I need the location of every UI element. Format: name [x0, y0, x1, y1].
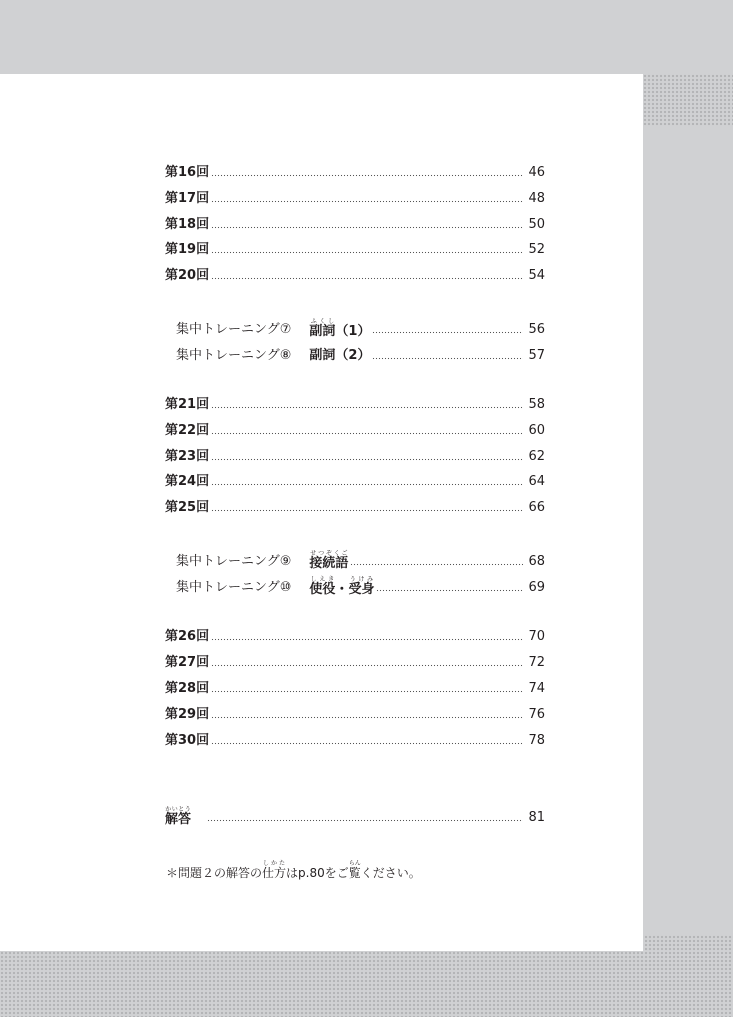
toc-label: 第17回 — [165, 191, 210, 206]
toc-label: 第24回 — [165, 474, 210, 489]
toc-row-training[interactable] — [176, 552, 545, 572]
toc-page-number: 76 — [528, 707, 545, 722]
toc-row[interactable] — [165, 189, 545, 209]
toc-page-number: 57 — [528, 348, 545, 363]
toc-label: 第28回 — [165, 681, 210, 696]
toc-row[interactable] — [165, 240, 545, 260]
toc-topic: 使役しえき・受身うけみ — [309, 576, 375, 597]
leader-dots — [211, 509, 523, 512]
toc-page-number: 69 — [528, 580, 545, 595]
toc-row[interactable] — [165, 627, 545, 647]
leader-dots — [211, 226, 523, 229]
toc-row-training[interactable] — [176, 320, 545, 340]
toc-label: 集中トレーニング⑩ — [176, 580, 292, 595]
leader-dots — [350, 563, 523, 566]
toc-label: 集中トレーニング⑨ — [176, 554, 292, 569]
toc-topic: 副詞ふくし（1） — [309, 318, 371, 339]
leader-dots — [211, 664, 523, 667]
toc-page-number: 81 — [528, 810, 545, 825]
leader-dots — [211, 251, 523, 254]
toc-row[interactable] — [165, 421, 545, 441]
leader-dots — [376, 589, 523, 592]
toc-page-number: 52 — [528, 242, 545, 257]
toc-topic: 接続語せつぞくご — [309, 550, 349, 571]
toc-row[interactable] — [165, 266, 545, 286]
leader-dots — [211, 277, 523, 280]
toc-page-number: 56 — [528, 322, 545, 337]
dot-pattern-right — [643, 74, 733, 126]
toc-label: 第26回 — [165, 629, 210, 644]
toc-page-number: 46 — [528, 165, 545, 180]
toc-label: 第25回 — [165, 500, 210, 515]
toc-row[interactable] — [165, 447, 545, 467]
toc-label: 集中トレーニング⑧ — [176, 348, 292, 363]
toc-page-number: 78 — [528, 733, 545, 748]
leader-dots — [211, 174, 523, 177]
leader-dots — [211, 742, 523, 745]
toc-row-answers[interactable] — [165, 808, 545, 828]
toc-page-number: 50 — [528, 217, 545, 232]
toc-topic: 副詞（2） — [309, 348, 371, 363]
toc-label: 第22回 — [165, 423, 210, 438]
toc-label: 第16回 — [165, 165, 210, 180]
toc-label: 集中トレーニング⑦ — [176, 322, 292, 337]
toc-row[interactable] — [165, 472, 545, 492]
toc-label: 第30回 — [165, 733, 210, 748]
toc-row-training[interactable] — [176, 578, 545, 598]
leader-dots — [211, 432, 523, 435]
toc-page-number: 66 — [528, 500, 545, 515]
leader-dots — [372, 357, 523, 360]
toc-page-number: 54 — [528, 268, 545, 283]
toc-page-number: 64 — [528, 474, 545, 489]
toc-page-number: 68 — [528, 554, 545, 569]
toc-row[interactable] — [165, 679, 545, 699]
toc-page-number: 74 — [528, 681, 545, 696]
toc-label: 第21回 — [165, 397, 210, 412]
leader-dots — [211, 638, 523, 641]
leader-dots — [211, 200, 523, 203]
toc-label: 第19回 — [165, 242, 210, 257]
leader-dots — [211, 483, 523, 486]
toc-page — [0, 74, 643, 951]
leader-dots — [372, 331, 523, 334]
toc-row[interactable] — [165, 653, 545, 673]
toc-label: 第23回 — [165, 449, 210, 464]
toc-label: 第18回 — [165, 217, 210, 232]
toc-page-number: 48 — [528, 191, 545, 206]
footnote: ＊問題２の解答の仕方しかたはp.80をご覧らんください。 — [166, 860, 421, 880]
toc-row[interactable] — [165, 163, 545, 183]
toc-row-training[interactable] — [176, 346, 545, 366]
leader-dots — [211, 690, 523, 693]
toc-label: 第20回 — [165, 268, 210, 283]
leader-dots — [211, 458, 523, 461]
leader-dots — [211, 406, 523, 409]
toc-page-number: 72 — [528, 655, 545, 670]
toc-row[interactable] — [165, 498, 545, 518]
toc-row[interactable] — [165, 215, 545, 235]
toc-page-number: 60 — [528, 423, 545, 438]
toc-page-number: 58 — [528, 397, 545, 412]
toc-row[interactable] — [165, 705, 545, 725]
toc-page-number: 62 — [528, 449, 545, 464]
toc-row[interactable] — [165, 731, 545, 751]
leader-dots — [207, 819, 523, 822]
toc-label: 解答かいとう — [165, 806, 192, 827]
toc-page-number: 70 — [528, 629, 545, 644]
toc-label: 第29回 — [165, 707, 210, 722]
toc-row[interactable] — [165, 395, 545, 415]
leader-dots — [211, 716, 523, 719]
toc-label: 第27回 — [165, 655, 210, 670]
